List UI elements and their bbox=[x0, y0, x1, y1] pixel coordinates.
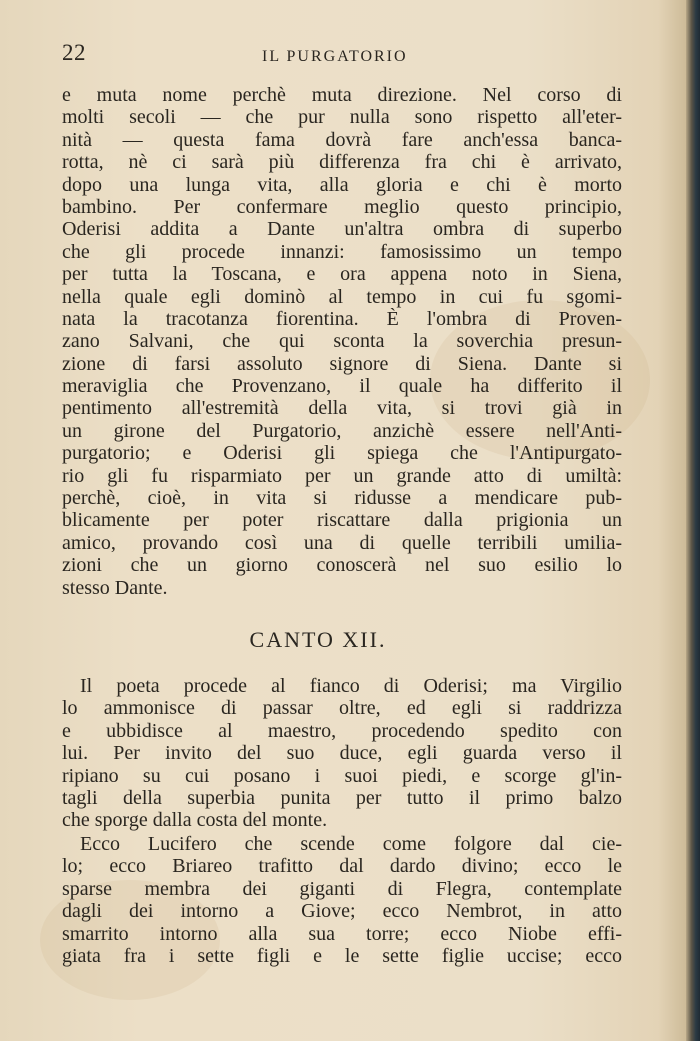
text-line: amico, provando così una di quelle terribili umilia- bbox=[62, 531, 622, 554]
text-line: bambino. Per confermare meglio questo principio, bbox=[62, 195, 622, 218]
text-line: dagli dei intorno a Giove; ecco Nembrot, in atto bbox=[62, 900, 622, 923]
text-line: per tutta la Toscana, e ora appena noto in Siena, bbox=[62, 263, 622, 286]
running-title: IL PURGATORIO bbox=[262, 48, 408, 65]
text-line: Ecco Lucifero che scende come folgore dal cie- bbox=[80, 833, 622, 855]
text-line: zione di farsi assoluto signore di Siena. Dante si bbox=[62, 352, 622, 375]
text-line: nità — questa fama dovrà fare anch'essa banca- bbox=[62, 128, 622, 151]
summary-paragraph-1 bbox=[62, 84, 622, 599]
book-spine-edge bbox=[686, 0, 700, 1041]
text-line: lo ammonisce di passar oltre, ed egli si raddrizza bbox=[62, 697, 622, 720]
text-line: e ubbidisce al maestro, procedendo spedito con bbox=[62, 719, 622, 742]
text-line: rotta, nè ci sarà più differenza fra chi è arrivato, bbox=[62, 151, 622, 174]
page-number: 22 bbox=[62, 40, 86, 65]
text-line: pentimento all'estremità della vita, si trovi già in bbox=[62, 397, 622, 420]
text-line: un girone del Purgatorio, anzichè essere nell'Anti- bbox=[62, 419, 622, 442]
text-line: molti secoli — che pur nulla sono rispetto all'eter- bbox=[62, 106, 622, 129]
text-line: zano Salvani, che qui sconta la soverchia presun- bbox=[62, 330, 622, 353]
text-line: Oderisi addita a Dante un'altra ombra di superbo bbox=[62, 218, 622, 241]
summary-paragraph-3 bbox=[62, 833, 622, 967]
text-line: zioni che un giorno conoscerà nel suo esilio lo bbox=[62, 554, 622, 577]
text-line: stesso Dante. bbox=[62, 576, 168, 599]
text-line: blicamente per poter riscattare dalla prigionia un bbox=[62, 509, 622, 532]
text-line: nata la tracotanza fiorentina. È l'ombra di Proven- bbox=[62, 307, 622, 330]
text-line: che sporge dalla costa del monte. bbox=[62, 809, 328, 832]
page-header bbox=[62, 40, 622, 74]
text-line: smarrito intorno alla sua torre; ecco Niobe effi- bbox=[62, 922, 622, 945]
canto-heading: CANTO XII. bbox=[249, 627, 387, 652]
text-line: che gli procede innanzi: famosissimo un tempo bbox=[62, 240, 622, 263]
text-line: purgatorio; e Oderisi gli spiega che l'Antipurgato- bbox=[62, 442, 622, 465]
text-line: nella quale egli dominò al tempo in cui fu sgomi- bbox=[62, 285, 622, 308]
text-line: dopo una lunga vita, alla gloria e chi è morto bbox=[62, 173, 622, 196]
text-line: perchè, cioè, in vita si ridusse a mendicare pub- bbox=[62, 487, 622, 510]
summary-paragraph-2 bbox=[62, 675, 622, 832]
text-line: ripiano su cui posano i suoi piedi, e scorge gl'in- bbox=[62, 764, 622, 787]
text-line: giata fra i sette figli e le sette figlie uccise; ecco bbox=[62, 944, 622, 967]
text-line: meraviglia che Provenzano, il quale ha differito il bbox=[62, 375, 622, 398]
text-line: tagli della superbia punita per tutto il primo balzo bbox=[62, 786, 622, 809]
text-line: rio gli fu risparmiato per un grande atto di umiltà: bbox=[62, 464, 622, 487]
text-line: e muta nome perchè muta direzione. Nel corso di bbox=[62, 84, 622, 106]
text-line: sparse membra dei giganti di Flegra, contemplate bbox=[62, 877, 622, 900]
text-line: lui. Per invito del suo duce, egli guarda verso il bbox=[62, 742, 622, 765]
text-line: Il poeta procede al fianco di Oderisi; ma Virgilio bbox=[80, 675, 622, 697]
text-line: lo; ecco Briareo trafitto dal dardo divino; ecco le bbox=[62, 855, 622, 878]
